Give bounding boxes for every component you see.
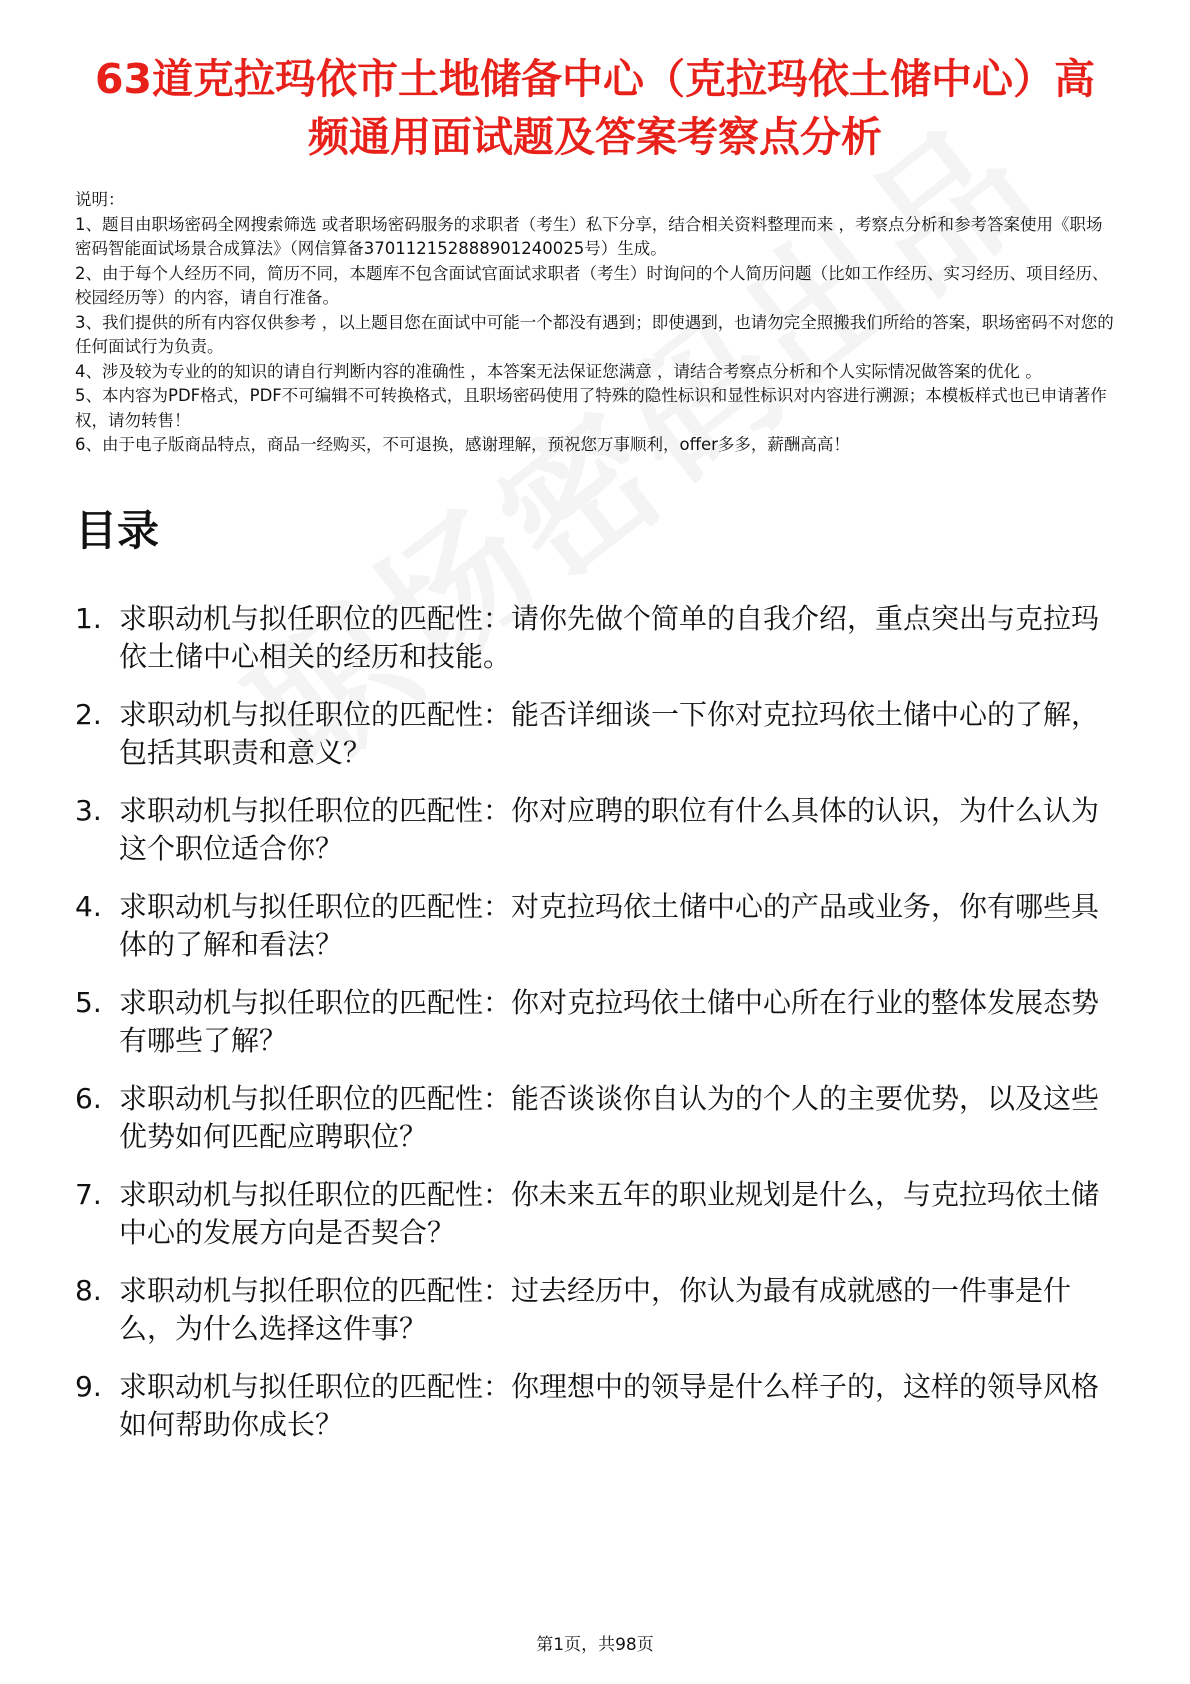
toc-item-text: 求职动机与拟任职位的匹配性：对克拉玛依土储中心的产品或业务，你有哪些具体的了解和看法？ [119, 889, 1100, 961]
toc-item-text: 求职动机与拟任职位的匹配性：过去经历中，你认为最有成就感的一件事是什么，为什么选择这件事？ [119, 1273, 1072, 1345]
toc-item[interactable] [75, 984, 1115, 1060]
toc-item[interactable] [75, 1272, 1115, 1348]
notes-heading: 说明： [75, 190, 125, 209]
toc-item-text: 求职动机与拟任职位的匹配性：你理想中的领导是什么样子的，这样的领导风格如何帮助你成长？ [119, 1369, 1100, 1441]
toc-item[interactable] [75, 888, 1115, 964]
toc-heading: 目录 [75, 505, 160, 555]
toc-item-text: 求职动机与拟任职位的匹配性：你未来五年的职业规划是什么，与克拉玛依土储中心的发展方向是否契合？ [119, 1177, 1100, 1249]
toc-item-number: 6. [75, 1081, 102, 1115]
page-title: 63道克拉玛依市土地储备中心（克拉玛依土储中心）高频通用面试题及答案考察点分析 [94, 55, 1096, 161]
note-item: 6、由于电子版商品特点，商品一经购买，不可退换，感谢理解，预祝您万事顺利，offer多多，薪酬高高！ [75, 435, 850, 454]
note-item: 5、本内容为PDF格式，PDF不可编辑不可转换格式，且职场密码使用了特殊的隐性标识和显性标识对内容进行溯源；本模板样式也已申请著作权，请勿转售！ [75, 386, 1107, 430]
toc-item[interactable] [75, 1080, 1115, 1156]
toc-item-number: 5. [75, 985, 102, 1019]
toc-list [75, 600, 1115, 1444]
toc-item-number: 4. [75, 889, 102, 923]
toc-item-number: 8. [75, 1273, 102, 1307]
note-item: 4、涉及较为专业的的知识的请自行判断内容的准确性 ，本答案无法保证您满意 ，请结合考察点分析和个人实际情况做答案的优化 。 [75, 361, 1042, 381]
note-item: 3、我们提供的所有内容仅供参考 ，以上题目您在面试中可能一个都没有遇到；即使遇到，也请勿完全照搬我们所给的答案，职场密码不对您的任何面试行为负责。 [75, 312, 1114, 356]
toc-item-text: 求职动机与拟任职位的匹配性：请你先做个简单的自我介绍，重点突出与克拉玛依土储中心相关的经历和技能。 [119, 601, 1100, 673]
toc-item-number: 9. [75, 1369, 102, 1403]
toc-item[interactable] [75, 696, 1115, 772]
note-item: 2、由于每个人经历不同，简历不同，本题库不包含面试官面试求职者（考生）时询问的个人简历问题（比如工作经历、实习经历、项目经历、校园经历等）的内容，请自行准备。 [75, 263, 1109, 307]
toc-item-text: 求职动机与拟任职位的匹配性：你对克拉玛依土储中心所在行业的整体发展态势有哪些了解？ [119, 985, 1100, 1057]
toc-item-text: 求职动机与拟任职位的匹配性：你对应聘的职位有什么具体的认识，为什么认为这个职位适合你？ [119, 793, 1100, 865]
toc-item[interactable] [75, 1368, 1115, 1444]
toc-item-text: 求职动机与拟任职位的匹配性：能否谈谈你自认为的个人的主要优势，以及这些优势如何匹配应聘职位？ [119, 1081, 1100, 1153]
toc-item[interactable] [75, 1176, 1115, 1252]
note-item: 1、题目由职场密码全网搜索筛选 或者职场密码服务的求职者（考生）私下分享，结合相关资料整理而来 ，考察点分析和参考答案使用《职场密码智能面试场景合成算法》（网信算备370112152888901240025号）生成。 [75, 214, 1103, 258]
page-footer: 第1页，共98页 [536, 1635, 654, 1655]
toc-item-number: 3. [75, 793, 102, 827]
toc-item[interactable] [75, 600, 1115, 676]
toc-item-text: 求职动机与拟任职位的匹配性：能否详细谈一下你对克拉玛依土储中心的了解，包括其职责和意义？ [119, 697, 1100, 769]
toc-item-number: 2. [75, 697, 102, 731]
notes-section [75, 188, 1115, 458]
toc-item-number: 7. [75, 1177, 102, 1211]
toc-item[interactable] [75, 792, 1115, 868]
toc-item-number: 1. [75, 601, 102, 635]
